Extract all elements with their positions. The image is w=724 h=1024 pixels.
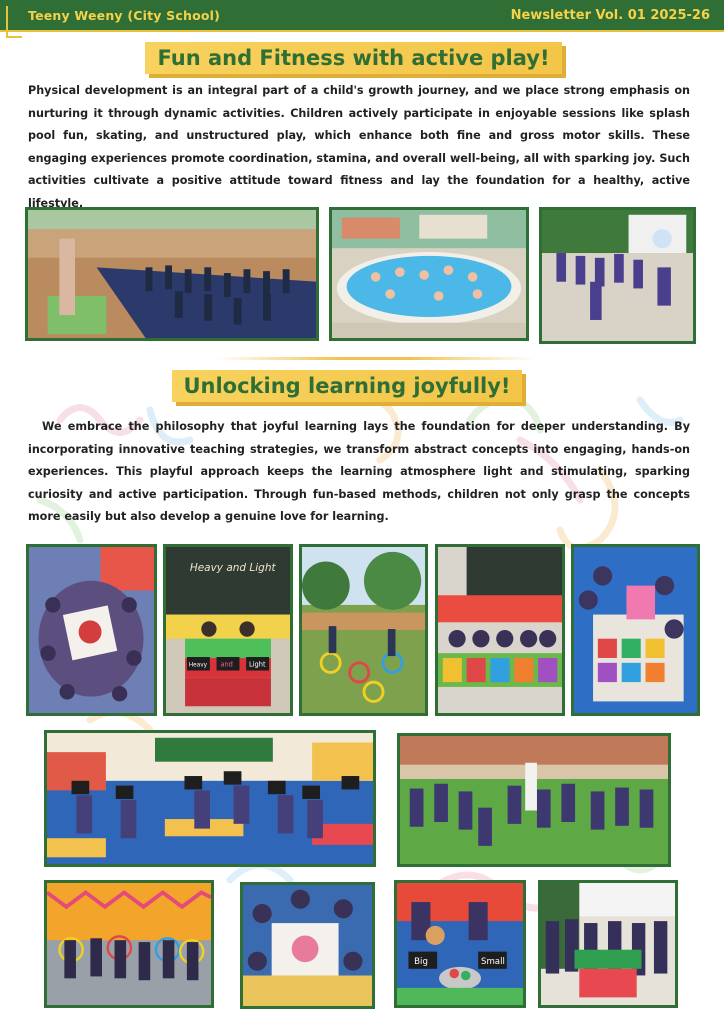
photo-chalk-heavy-and-light: Heavy and Light: [189, 562, 276, 575]
photo-hoops-stage: [44, 880, 214, 1008]
photo-heavy-and-light: [163, 544, 293, 716]
newsletter-volume: Newsletter Vol. 01 2025-26: [510, 8, 710, 23]
photo-slate-and: and: [220, 660, 233, 669]
section1-title-banner: [145, 42, 562, 74]
photo-hoop-play: [299, 544, 428, 716]
header-accent-line: [0, 30, 724, 32]
section1-paragraph: Physical development is an integral part of a child's growth journey, and we place strong emphasis on nurturing it through dynamic activities. Children actively participate in enjoyable sessions like splash pool fun, skating, and unstructured play, which enhance both fine and gross motor skills. These engaging experiences promote coordination, stamina, and overall well-being, all with sparking joy. Such activities cultivate a positive attitude toward fitness and lay the foundation for a healthy, active lifestyle.: [28, 84, 690, 210]
section-divider: [215, 357, 535, 360]
photo-classroom-slates: [44, 730, 376, 867]
section1-title: Fun and Fitness with active play!: [157, 46, 550, 70]
photo-big-and-small: [394, 880, 526, 1008]
photo-outdoor-exercise: [25, 207, 319, 341]
photo-circle-activity: [26, 544, 157, 716]
photo-floor-game: [571, 544, 700, 716]
photo-cards-activity: [538, 880, 678, 1008]
section2-title-banner: [172, 370, 522, 402]
photo-slate-light: Light: [248, 660, 266, 669]
photo-outdoor-circle-game: [397, 733, 671, 867]
section2-title: Unlocking learning joyfully!: [183, 374, 511, 398]
photo-splash-pool: [329, 207, 529, 341]
section2-paragraph: We embrace the philosophy that joyful learning lays the foundation for deeper understanding. By incorporating innovative teaching strategies, we transform abstract concepts into engaging, hands-on experiences. This playful approach keeps the learning atmosphere light and stimulating, sparking curiosity and active participation. Through fun-based methods, children not only grasp the concepts more easily but also develop a genuine love for learning.: [28, 420, 690, 524]
header-bar: [0, 0, 724, 30]
photo-slate-big: Big: [414, 957, 428, 968]
photo-skating-play: [539, 207, 696, 344]
photo-art-activity: [240, 882, 375, 1009]
header-corner-ornament: [6, 6, 22, 38]
photo-slate-small: Small: [481, 957, 505, 968]
photo-slate-heavy: Heavy: [188, 662, 207, 669]
school-name: Teeny Weeny (City School): [28, 8, 221, 23]
photo-classroom-mat: [435, 544, 565, 716]
